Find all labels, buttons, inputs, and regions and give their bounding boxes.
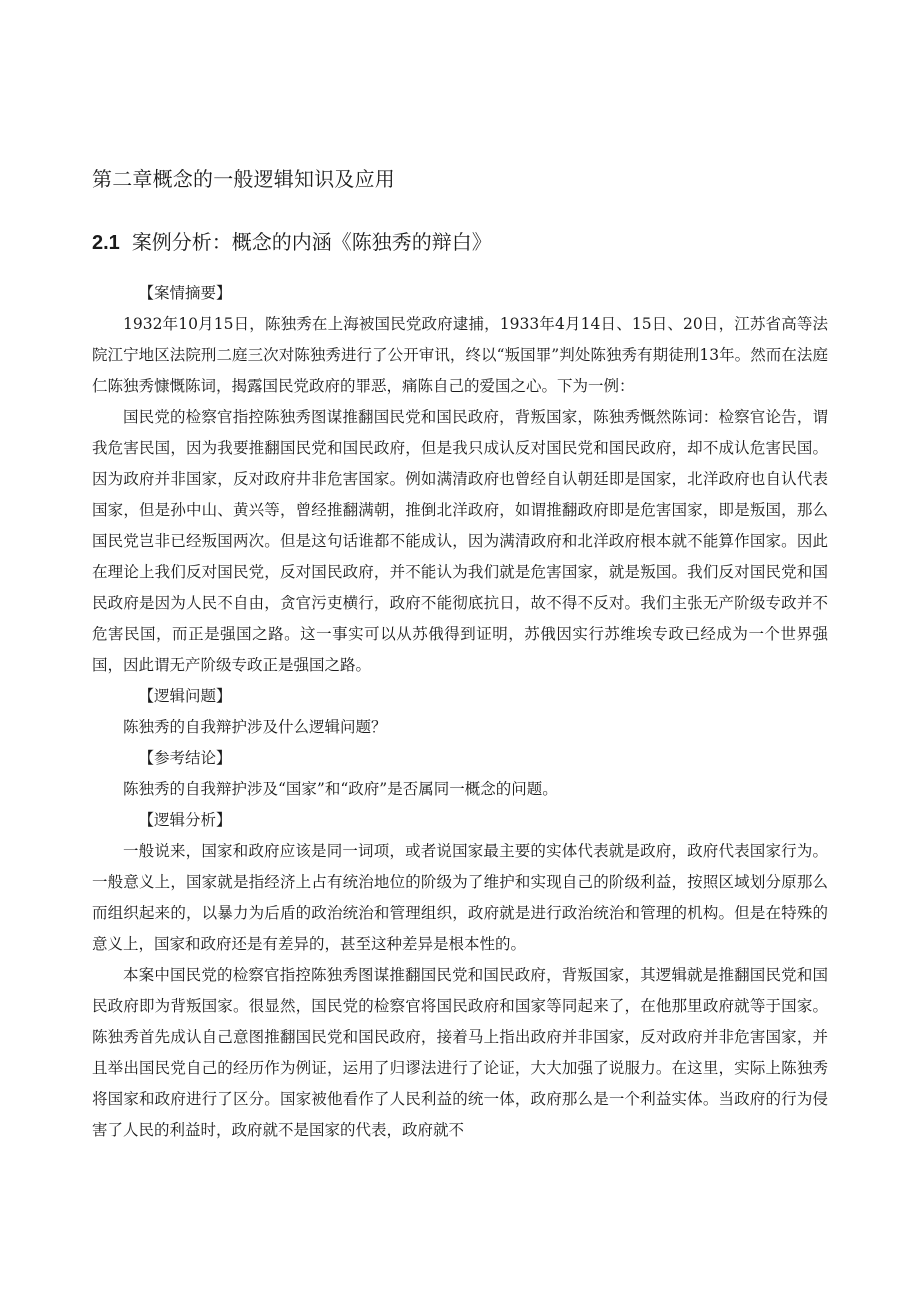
heading-reference-conclusion: 【参考结论】 bbox=[138, 749, 232, 767]
section-title bbox=[92, 226, 492, 255]
case-summary-paragraph: 1932年10月15日，陈独秀在上海被国民党政府逮捕，1933年4月14日、15日、20日，江苏省高等法院江宁地区法院刑二庭三次对陈独秀进行了公开审讯，终以“叛国罪”判处陈独秀有期徒刑13年。然而在法庭仁陈独秀慷慨陈词，揭露国民党政府的罪恶，痛陈自己的爱国之心。下为一例： bbox=[92, 315, 828, 395]
logic-question-text: 陈独秀的自我辩护涉及什么逻辑问题？ bbox=[123, 718, 387, 736]
document-body bbox=[92, 278, 828, 1146]
logic-analysis-paragraph-2: 本案中国民党的检察官指控陈独秀图谋推翻国民党和国民政府，背叛国家，其逻辑就是推翻国民党和国民政府即为背叛国家。很显然，国民党的检察官将国民政府和国家等同起来了，在他那里政府就等于国家。陈独秀首先成认自己意图推翻国民党和国民政府，接着马上指出政府并非国家，反对政府并非危害国家，并且举出国民党自己的经历作为例证，运用了归谬法进行了论证，大大加强了说服力。在这里，实际上陈独秀将国家和政府进行了区分。国家被他看作了人民利益的统一体，政府那么是一个利益实体。当政府的行为侵害了人民的利益时，政府就不是国家的代表，政府就不 bbox=[92, 966, 828, 1139]
heading-logic-analysis: 【逻辑分析】 bbox=[138, 811, 232, 829]
case-quote-paragraph: 国民党的检察官指控陈独秀图谋推翻国民党和国民政府，背叛国家，陈独秀慨然陈词：检察官论告，谓我危害民国，因为我要推翻国民党和国民政府，但是我只成认反对国民党和国民政府，却不成认危害民国。因为政府并非国家，反对政府井非危害国家。例如满清政府也曾经自认朝廷即是国家，北洋政府也自认代表国家，但是孙中山、黄兴等，曾经推翻满朝，推倒北洋政府，如谓推翻政府即是危害国家，即是叛国，那么国民党岂非已经叛国两次。但是这句话谁都不能成认，因为满清政府和北洋政府根本就不能算作国家。因此在理论上我们反对国民党，反对国民政府，并不能认为我们就是危害国家，就是叛国。我们反对国民党和国民政府是因为人民不自由，贪官污吏横行，政府不能彻底抗日，故不得不反对。我们主张无产阶级专政并不危害民国，而正是强国之路。这一事实可以从苏俄得到证明，苏俄因实行苏维埃专政已经成为一个世界强国，因此谓无产阶级专政正是强国之路。 bbox=[92, 408, 828, 674]
section-number: 2.1 bbox=[92, 232, 120, 254]
chapter-title: 第二章概念的一般逻辑知识及应用 bbox=[92, 167, 395, 191]
logic-analysis-paragraph-1: 一般说来，国家和政府应该是同一词项，或者说国家最主要的实体代表就是政府，政府代表国家行为。一般意义上，国家就是指经济上占有统治地位的阶级为了维护和实现自己的阶级利益，按照区域划分原那么而组织起来的，以暴力为后盾的政治统治和管理组织，政府就是进行政治统治和管理的机构。但是在特殊的意义上，国家和政府还是有差异的，甚至这种差异是根本性的。 bbox=[92, 842, 828, 953]
heading-case-summary: 【案情摘要】 bbox=[138, 284, 232, 302]
section-title-text: 案例分析：概念的内涵《陈独秀的辩白》 bbox=[131, 230, 492, 254]
reference-conclusion-text: 陈独秀的自我辩护涉及“国家”和“政府”是否属同一概念的问题。 bbox=[123, 780, 558, 798]
heading-logic-question: 【逻辑问题】 bbox=[138, 687, 232, 705]
